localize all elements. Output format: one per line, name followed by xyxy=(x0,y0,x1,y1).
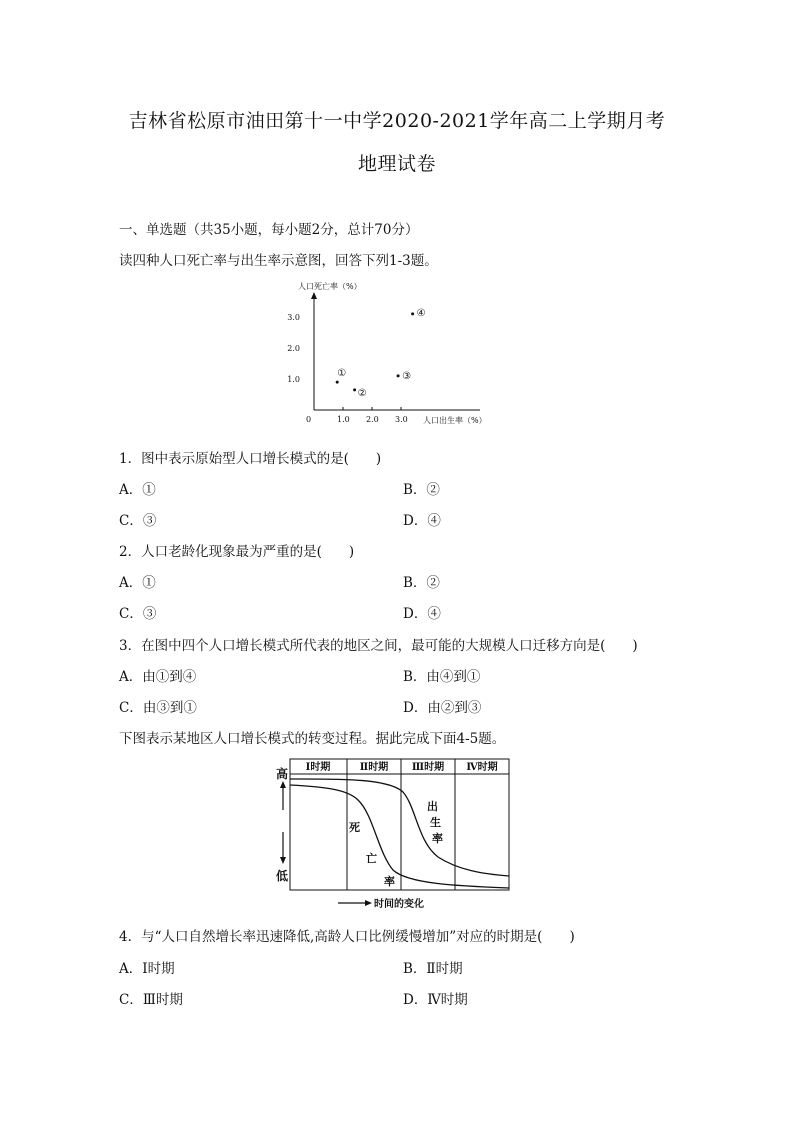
x-tick-label: 1.0 xyxy=(337,415,350,424)
birth-label-1: 出 xyxy=(427,800,438,813)
up-arrow-head xyxy=(280,781,286,788)
period-2-label: Ⅱ时期 xyxy=(359,762,389,773)
q2-option-b[interactable]: B．② xyxy=(403,575,440,591)
q4-option-b[interactable]: B．Ⅱ时期 xyxy=(403,961,463,977)
scatter-point-label: ④ xyxy=(416,307,426,319)
exam-title-line1: 吉林省松原市油田第十一中学2020-2021学年高二上学期月考 xyxy=(128,110,666,132)
transition-diagram xyxy=(268,752,518,914)
death-label-1: 死 xyxy=(349,821,360,834)
time-arrow-head xyxy=(365,900,372,906)
q1-option-d[interactable]: D．④ xyxy=(403,513,441,529)
q1-option-a[interactable]: A．① xyxy=(119,482,156,498)
time-axis-label: 时间的变化 xyxy=(374,899,424,910)
intro-q4-5: 下图表示某地区人口增长模式的转变过程。据此完成下面4-5题。 xyxy=(119,731,506,747)
birth-label-3: 率 xyxy=(432,832,443,845)
q3-option-a[interactable]: A．由①到④ xyxy=(119,669,197,685)
x-tick-label: 2.0 xyxy=(366,415,379,424)
y-tick-label: 3.0 xyxy=(287,313,300,322)
scatter-point xyxy=(353,388,356,391)
q3-option-c[interactable]: C．由③到① xyxy=(119,700,197,716)
scatter-point-label: ② xyxy=(357,387,367,399)
down-arrow-head xyxy=(280,857,286,864)
q4-option-c[interactable]: C．Ⅲ时期 xyxy=(119,992,183,1008)
period-3-label: Ⅲ时期 xyxy=(411,762,445,773)
y-tick-label: 1.0 xyxy=(287,375,300,384)
q2-option-a[interactable]: A．① xyxy=(119,575,156,591)
q3-option-b[interactable]: B．由④到① xyxy=(403,669,481,685)
death-rate-curve xyxy=(290,785,509,888)
scatter-point xyxy=(336,381,339,384)
q2-option-d[interactable]: D．④ xyxy=(403,606,441,622)
scatter-point-label: ① xyxy=(337,368,347,380)
birth-rate-curve xyxy=(290,779,509,876)
scatter-xlabel: 人口出生率（%） xyxy=(423,416,487,425)
q1-option-b[interactable]: B．② xyxy=(403,482,440,498)
y-axis-arrow xyxy=(311,292,317,299)
question-3-stem: 3．在图中四个人口增长模式所代表的地区之间，最可能的大规模人口迁移方向是( ) xyxy=(119,638,638,654)
scatter-point xyxy=(397,374,400,377)
scatter-point-label: ③ xyxy=(402,370,412,382)
scatter-ylabel: 人口死亡率（%） xyxy=(298,282,362,291)
section-heading: 一、单选题（共35小题，每小题2分，总计70分） xyxy=(119,222,419,238)
question-1-stem: 1．图中表示原始型人口增长模式的是( ) xyxy=(119,451,382,467)
y-low-label: 低 xyxy=(276,869,289,883)
question-2-stem: 2．人口老龄化现象最为严重的是( ) xyxy=(119,544,355,560)
question-4-stem: 4．与“人口自然增长率迅速降低,高龄人口比例缓慢增加”对应的时期是( ) xyxy=(119,929,575,945)
exam-title-line2: 地理试卷 xyxy=(357,153,436,175)
scatter-point xyxy=(411,312,414,315)
intro-q1-3: 读四种人口死亡率与出生率示意图，回答下列1-3题。 xyxy=(119,253,438,269)
death-label-3: 率 xyxy=(384,875,395,888)
y-high-label: 高 xyxy=(276,767,289,781)
x-tick-label: 0 xyxy=(306,415,312,424)
death-label-2: 亡 xyxy=(366,852,377,865)
period-4-label: Ⅳ时期 xyxy=(466,762,498,773)
q4-option-a[interactable]: A．Ⅰ时期 xyxy=(119,961,175,977)
birth-label-2: 生 xyxy=(430,816,441,829)
q1-option-c[interactable]: C．③ xyxy=(119,513,157,529)
q2-option-c[interactable]: C．③ xyxy=(119,606,157,622)
period-1-label: Ⅰ时期 xyxy=(305,762,331,773)
scatter-chart xyxy=(280,278,510,428)
q4-option-d[interactable]: D．Ⅳ时期 xyxy=(403,992,468,1008)
x-tick-label: 3.0 xyxy=(395,415,408,424)
y-tick-label: 2.0 xyxy=(287,344,300,353)
q3-option-d[interactable]: D．由②到③ xyxy=(403,700,482,716)
